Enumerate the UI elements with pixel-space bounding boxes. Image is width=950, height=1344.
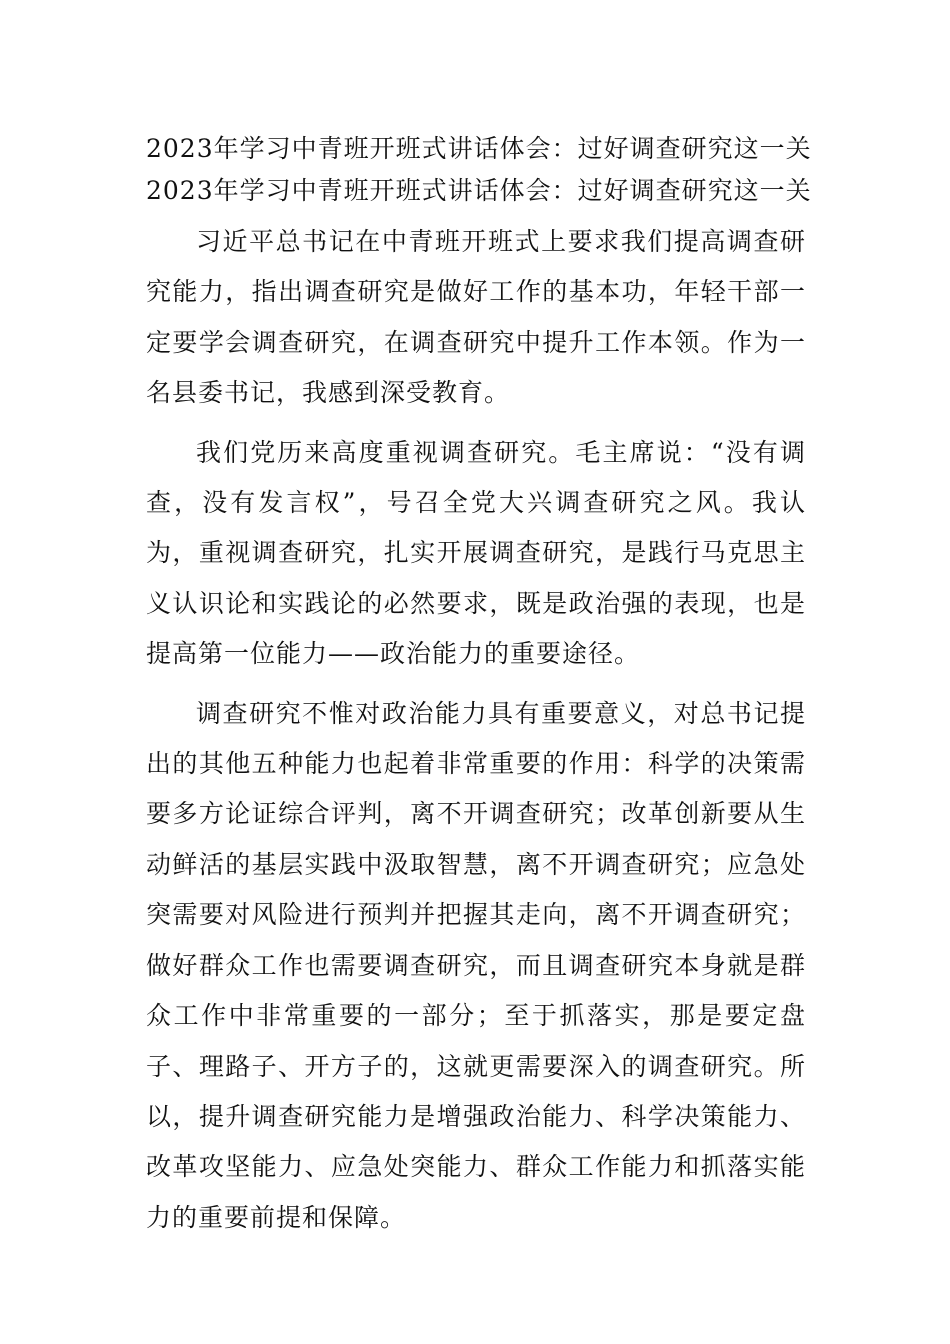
paragraph-3: 调查研究不惟对政治能力具有重要意义，对总书记提出的其他五种能力也起着非常重要的作用：科学的决策需要多方论证综合评判，离不开调查研究；改革创新要从生动鲜活的基层实践中汲取智慧，离不开调查研究；应急处突需要对风险进行预判并把握其走向，离不开调查研究；做好群众工作也需要调查研究，而且调查研究本身就是群众工作中非常重要的一部分；至于抓落实，那是要定盘子、理路子、开方子的，这就更需要深入的调查研究。所以，提升调查研究能力是增强政治能力、科学决策能力、改革攻坚能力、应急处突能力、群众工作能力和抓落实能力的重要前提和保障。 [146,698,806,1232]
paragraph-2: 我们党历来高度重视调查研究。毛主席说：“没有调查，没有发言权”，号召全党大兴调查研究之风。我认为，重视调查研究，扎实开展调查研究，是践行马克思主义认识论和实践论的必然要求，既是政治强的表现，也是提高第一位能力——政治能力的重要途径。 [146,437,806,669]
paragraph-1: 习近平总书记在中青班开班式上要求我们提高调查研究能力，指出调查研究是做好工作的基本功，年轻干部一定要学会调查研究，在调查研究中提升工作本领。作为一名县委书记，我感到深受教育。 [146,227,806,408]
document-body [146,128,812,1243]
document-title-line-1: 2023年学习中青班开班式讲话体会：过好调查研究这一关 [146,134,812,163]
document-title-line-2: 2023年学习中青班开班式讲话体会：过好调查研究这一关 [146,176,812,205]
